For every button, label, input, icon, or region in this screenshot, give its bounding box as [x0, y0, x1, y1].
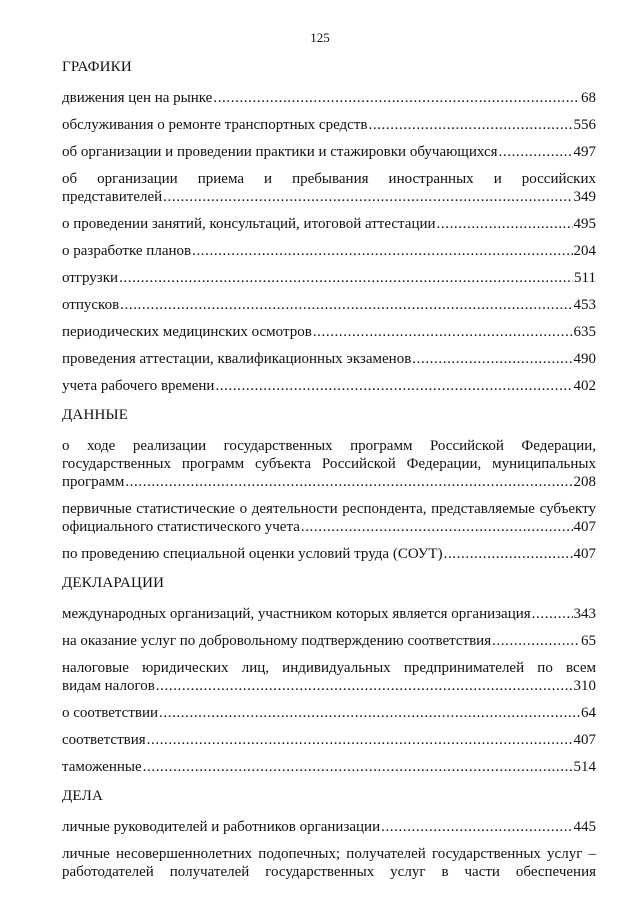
index-entry	[62, 437, 596, 491]
index-entry	[62, 758, 596, 776]
entry-page: 497	[573, 144, 596, 160]
entry-text: о соответствии	[62, 705, 159, 721]
leader-dots	[412, 350, 572, 368]
entry-page: 556	[573, 117, 596, 133]
entry-text: таможенные	[62, 759, 142, 775]
entry-text: об организации и проведении практики и стажировки обучающихся	[62, 144, 498, 160]
entry-page: 343	[573, 606, 596, 622]
index-entry	[62, 731, 596, 749]
page-number: 125	[310, 30, 330, 45]
section-heading-dannye: ДАННЫЕ	[62, 407, 129, 423]
index-entry	[62, 845, 596, 881]
entry-page: 407	[573, 732, 596, 748]
entry-text: по проведению специальной оценки условий труда (СОУТ)	[62, 546, 443, 562]
entry-page: 445	[573, 819, 596, 835]
leader-dots	[119, 269, 573, 287]
entry-text-line: налоговые юридических лиц, индивидуальных предпринимателей по всем	[62, 660, 596, 676]
index-entry	[62, 296, 596, 314]
entry-page: 64	[581, 705, 596, 721]
index-entry	[62, 632, 596, 650]
entry-text: движения цен на рынке	[62, 90, 213, 106]
entry-text: программ	[62, 474, 125, 490]
index-entry	[62, 704, 596, 722]
entry-text: обслуживания о ремонте транспортных средств	[62, 117, 368, 133]
leader-dots	[143, 758, 573, 776]
index-entry	[62, 170, 596, 206]
index-entry	[62, 269, 596, 287]
index-entry	[62, 89, 596, 107]
leader-dots	[437, 215, 573, 233]
entry-page: 490	[573, 351, 596, 367]
leader-dots	[499, 143, 573, 161]
leader-dots	[125, 473, 572, 491]
entry-text: международных организаций, участником которых является организация	[62, 606, 531, 622]
leader-dots	[120, 296, 572, 314]
leader-dots	[159, 704, 580, 722]
index-entry	[62, 350, 596, 368]
leader-dots	[301, 518, 573, 536]
entry-text: о проведении занятий, консультаций, итоговой аттестации	[62, 216, 436, 232]
entry-page: 407	[573, 546, 596, 562]
entry-last-line	[62, 473, 596, 491]
entry-page: 514	[573, 759, 596, 775]
index-entry	[62, 143, 596, 161]
index-entry	[62, 545, 596, 563]
entry-text-line: государственных программ субъекта Российской Федерации, муниципальных	[62, 456, 596, 472]
index-entry	[62, 818, 596, 836]
entry-text: проведения аттестации, квалификационных экзаменов	[62, 351, 412, 367]
leader-dots	[213, 89, 580, 107]
leader-dots	[156, 677, 573, 695]
entry-text: на оказание услуг по добровольному подтверждению соответствия	[62, 633, 492, 649]
index-entry	[62, 659, 596, 695]
leader-dots	[444, 545, 573, 563]
entry-text: официального статистического учета	[62, 519, 300, 535]
entry-page: 453	[573, 297, 596, 313]
section-heading-deklaratsii: ДЕКЛАРАЦИИ	[62, 575, 165, 591]
leader-dots	[532, 605, 573, 623]
entry-last-line	[62, 518, 596, 536]
entry-text-line: об организации приема и пребывания иностранных и российских	[62, 171, 596, 187]
entry-text: личные руководителей и работников организации	[62, 819, 381, 835]
section-heading-grafiki: ГРАФИКИ	[62, 59, 132, 75]
entry-text-line: работодателей получателей государственных услуг в части обеспечения	[62, 864, 596, 880]
entry-text: отпусков	[62, 297, 120, 313]
leader-dots	[368, 116, 572, 134]
entry-text: периодических медицинских осмотров	[62, 324, 312, 340]
entry-text: соответствия	[62, 732, 146, 748]
index-entry	[62, 377, 596, 395]
index-entry	[62, 605, 596, 623]
entry-page: 204	[573, 243, 596, 259]
entry-text-line: личные несовершеннолетних подопечных; получателей государственных услуг –	[62, 846, 596, 862]
entry-page: 635	[573, 324, 596, 340]
entry-page: 349	[573, 189, 596, 205]
leader-dots	[147, 731, 573, 749]
entry-page: 65	[581, 633, 596, 649]
leader-dots	[313, 323, 573, 341]
index-entry	[62, 242, 596, 260]
entry-text: видам налогов	[62, 678, 155, 694]
leader-dots	[381, 818, 572, 836]
entry-page: 511	[574, 270, 596, 286]
entry-page: 407	[573, 519, 596, 535]
entry-page: 495	[573, 216, 596, 232]
entry-page: 402	[573, 378, 596, 394]
leader-dots	[492, 632, 580, 650]
leader-dots	[163, 188, 572, 206]
entry-text: о разработке планов	[62, 243, 192, 259]
entry-page: 310	[573, 678, 596, 694]
index-entry	[62, 323, 596, 341]
leader-dots	[192, 242, 572, 260]
index-entry	[62, 500, 596, 536]
index-entry	[62, 116, 596, 134]
leader-dots	[215, 377, 572, 395]
entry-text-line: о ходе реализации государственных программ Российской Федерации,	[62, 438, 596, 454]
index-content	[62, 58, 596, 890]
entry-page: 68	[581, 90, 596, 106]
index-entry	[62, 215, 596, 233]
entry-text: отгрузки	[62, 270, 119, 286]
entry-last-line	[62, 677, 596, 695]
entry-page: 208	[573, 474, 596, 490]
entry-text: представителей	[62, 189, 163, 205]
entry-text-line: первичные статистические о деятельности респондента, представляемые субъекту	[62, 501, 596, 517]
entry-text: учета рабочего времени	[62, 378, 215, 394]
section-heading-dela: ДЕЛА	[62, 788, 104, 804]
entry-last-line	[62, 188, 596, 206]
